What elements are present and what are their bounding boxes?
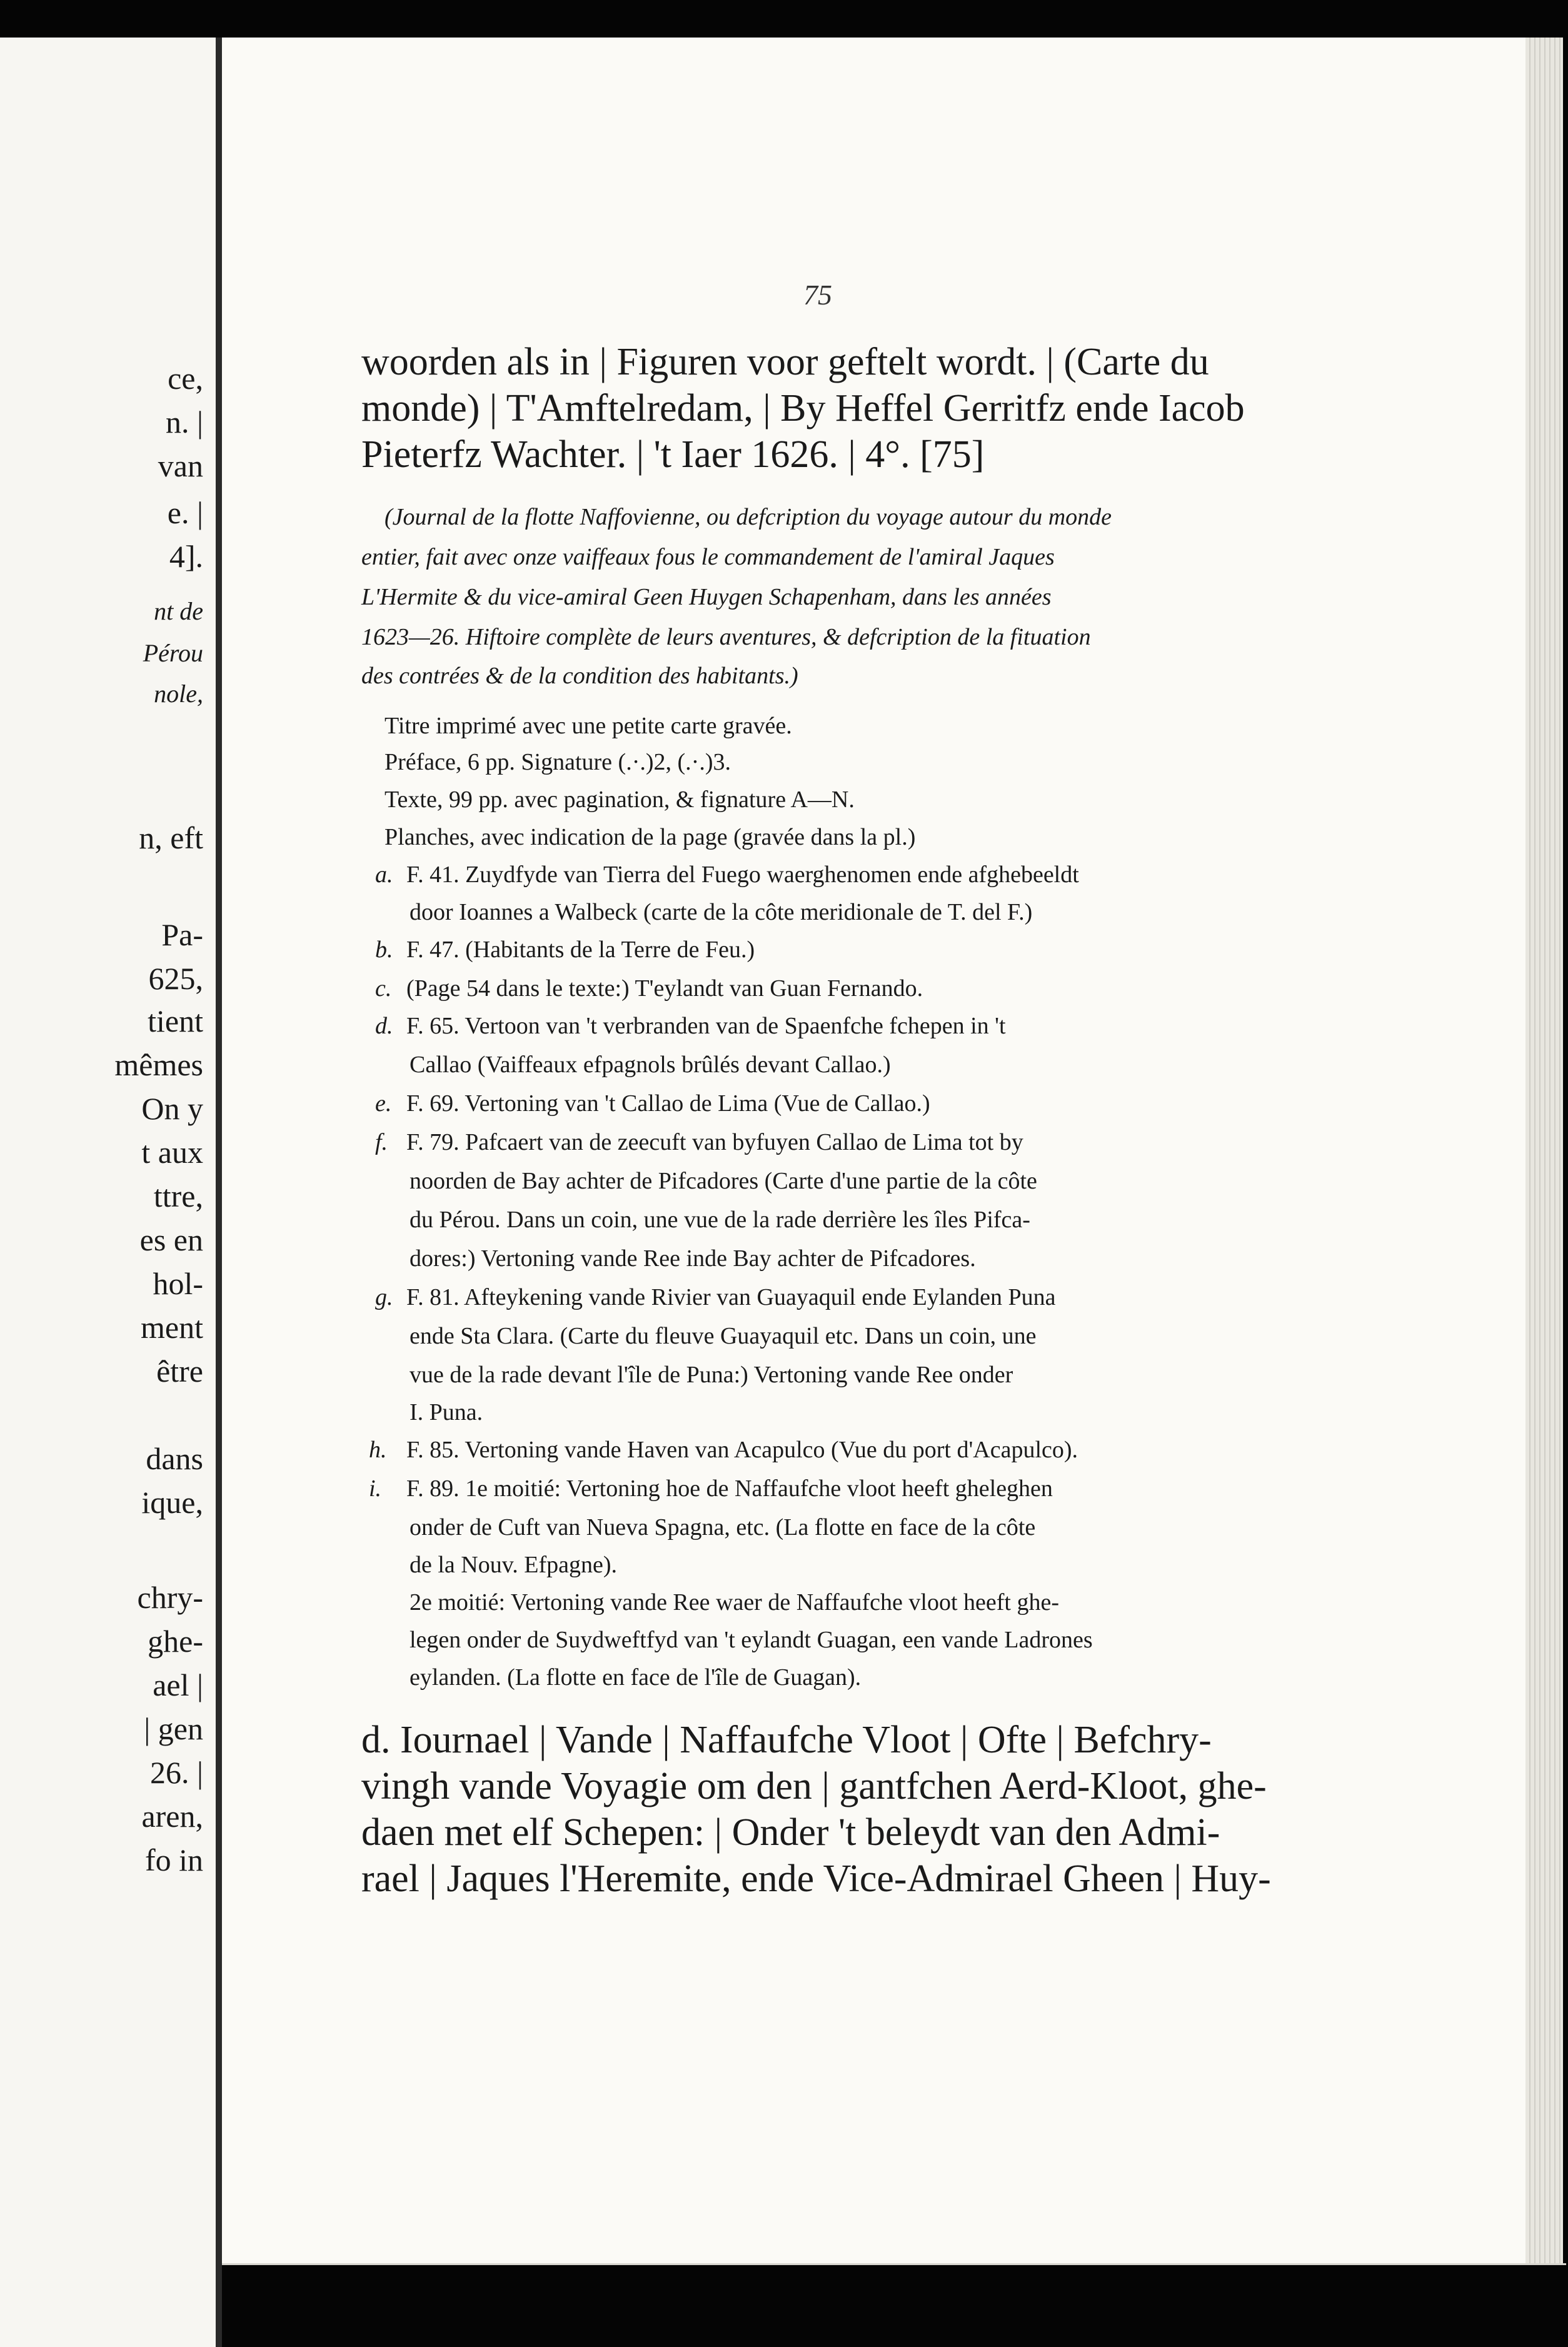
plate-line: F. 79. Pafcaert van de zeecuft van byfuyen Callao de Lima tot by (406, 1129, 1023, 1155)
left-text-fragment: Pa- (161, 917, 203, 952)
left-text-fragment: van (158, 448, 203, 483)
entry-line: vingh vande Voyagie om den | gantfchen Aerd-Kloot, ghe- (361, 1765, 1267, 1807)
plate-letter: c. (375, 975, 392, 1002)
left-text-fragment: dans (146, 1441, 203, 1476)
left-text-fragment: e. | (167, 495, 203, 530)
page-edges (1525, 38, 1563, 2263)
entry-line: daen met elf Schepen: | Onder 't beleydt van den Admi- (361, 1811, 1220, 1854)
page-bottom-edge (222, 2263, 1566, 2265)
plate-line: eylanden. (La flotte en face de l'île de Guagan). (410, 1664, 862, 1691)
book-gutter (216, 38, 222, 2347)
plate-line: noorden de Bay achter de Pifcadores (Carte d'une partie de la côte (410, 1168, 1037, 1194)
plate-line: Callao (Vaiffeaux efpagnols brûlés devant Callao.) (410, 1052, 891, 1078)
title-line: Pieterfz Wachter. | 't Iaer 1626. | 4°. [75] (361, 433, 985, 476)
plate-line: F. 89. 1e moitié: Vertoning hoe de Naffaufche vloot heeft gheleghen (406, 1475, 1053, 1502)
left-text-fragment: tient (148, 1003, 203, 1038)
plate-line: de la Nouv. Efpagne). (410, 1552, 618, 1578)
left-text-fragment: ttre, (153, 1179, 203, 1214)
description-line: Planches, avec indication de la page (gravée dans la pl.) (384, 824, 916, 850)
left-text-fragment: n. | (165, 405, 203, 440)
left-text-fragment: 625, (148, 961, 203, 996)
plate-line: dores:) Vertoning vande Ree inde Bay achter de Pifcadores. (410, 1245, 976, 1272)
description-line: Texte, 99 pp. avec pagination, & fignature A—N. (384, 787, 855, 813)
plate-line: F. 41. Zuydfyde van Tierra del Fuego waerghenomen ende afghebeeldt (406, 862, 1079, 888)
left-text-fragment: | gen (144, 1711, 203, 1746)
left-text-fragment: es en (139, 1222, 203, 1257)
plate-letter: f. (375, 1129, 388, 1155)
plate-line: vue de la rade devant l'île de Puna:) Vertoning vande Ree onder (410, 1362, 1013, 1388)
plate-line: door Ioannes a Walbeck (carte de la côte meridionale de T. del F.) (410, 899, 1033, 925)
plate-line: F. 47. (Habitants de la Terre de Feu.) (406, 937, 755, 963)
plate-letter: i. (369, 1475, 382, 1502)
entry-line: rael | Jaques l'Heremite, ende Vice-Admirael Gheen | Huy- (361, 1857, 1271, 1900)
title-line: monde) | T'Amftelredam, | By Heffel Gerritfz ende Iacob (361, 387, 1245, 430)
plate-line: legen onder de Suydweftfyd van 't eylandt Guagan, een vande Ladrones (410, 1627, 1093, 1653)
left-text-fragment: nt de (154, 597, 203, 625)
left-text-fragment: ael | (153, 1667, 203, 1702)
left-text-fragment: t aux (141, 1135, 203, 1170)
description-line: Préface, 6 pp. Signature (.·.)2, (.·.)3. (384, 749, 731, 775)
left-text-fragment: chry- (137, 1580, 203, 1615)
plate-line: onder de Cuft van Nueva Spagna, etc. (La flotte en face de la côte (410, 1514, 1036, 1540)
plate-line: F. 69. Vertoning van 't Callao de Lima (Vue de Callao.) (406, 1090, 930, 1117)
note-line: L'Hermite & du vice-amiral Geen Huygen Schapenham, dans les années (361, 584, 1052, 610)
plate-letter: e. (375, 1090, 392, 1117)
title-line: woorden als in | Figuren voor geftelt wordt. | (Carte du (361, 341, 1209, 383)
left-text-fragment: ment (141, 1310, 203, 1345)
left-text-fragment: ghe- (148, 1624, 203, 1659)
note-line: entier, fait avec onze vaiffeaux fous le commandement de l'amiral Jaques (361, 544, 1055, 570)
note-line: 1623—26. Hiftoire complète de leurs aventures, & defcription de la fituation (361, 624, 1091, 650)
left-text-fragment: ique, (141, 1485, 203, 1520)
left-text-fragment: 26. | (149, 1755, 203, 1790)
left-text-fragment: ce, (168, 361, 203, 396)
plate-line: 2e moitié: Vertoning vande Ree waer de Naffaufche vloot heeft ghe- (410, 1589, 1059, 1616)
plate-line: du Pérou. Dans un coin, une vue de la rade derrière les îles Pifca- (410, 1207, 1030, 1233)
plate-line: F. 81. Afteykening vande Rivier van Guayaquil ende Eylanden Puna (406, 1284, 1056, 1310)
plate-line: F. 65. Vertoon van 't verbranden van de Spaenfche fchepen in 't (406, 1013, 1006, 1039)
left-text-fragment: hol- (153, 1266, 203, 1301)
description-line: Titre imprimé avec une petite carte gravée. (384, 713, 792, 739)
page-number: 75 (803, 279, 832, 311)
left-text-fragment: mêmes (114, 1047, 203, 1082)
left-facing-page (0, 38, 216, 2347)
left-text-fragment: nole, (154, 680, 203, 708)
entry-line: d. Iournael | Vande | Naffaufche Vloot | Ofte | Befchry- (361, 1719, 1212, 1761)
plate-letter: d. (375, 1013, 393, 1039)
left-text-fragment: n, eft (139, 820, 203, 855)
left-text-fragment: Pérou (143, 639, 203, 667)
plate-line: (Page 54 dans le texte:) T'eylandt van Guan Fernando. (406, 975, 923, 1002)
note-line: (Journal de la flotte Naffovienne, ou defcription du voyage autour du monde (384, 504, 1112, 530)
plate-letter: a. (375, 862, 393, 888)
plate-line: I. Puna. (410, 1399, 483, 1425)
left-text-fragment: 4]. (169, 539, 203, 574)
left-text-fragment: fo in (144, 1842, 203, 1877)
plate-line: ende Sta Clara. (Carte du fleuve Guayaquil etc. Dans un coin, une (410, 1323, 1037, 1349)
plate-letter: h. (369, 1437, 387, 1463)
plate-letter: b. (375, 937, 393, 963)
left-text-fragment: aren, (141, 1799, 203, 1834)
left-text-fragment: On y (141, 1091, 203, 1126)
note-line: des contrées & de la condition des habitants.) (361, 663, 798, 689)
left-text-fragment: être (156, 1354, 203, 1389)
plate-letter: g. (375, 1284, 393, 1310)
plate-line: F. 85. Vertoning vande Haven van Acapulco (Vue du port d'Acapulco). (406, 1437, 1078, 1463)
